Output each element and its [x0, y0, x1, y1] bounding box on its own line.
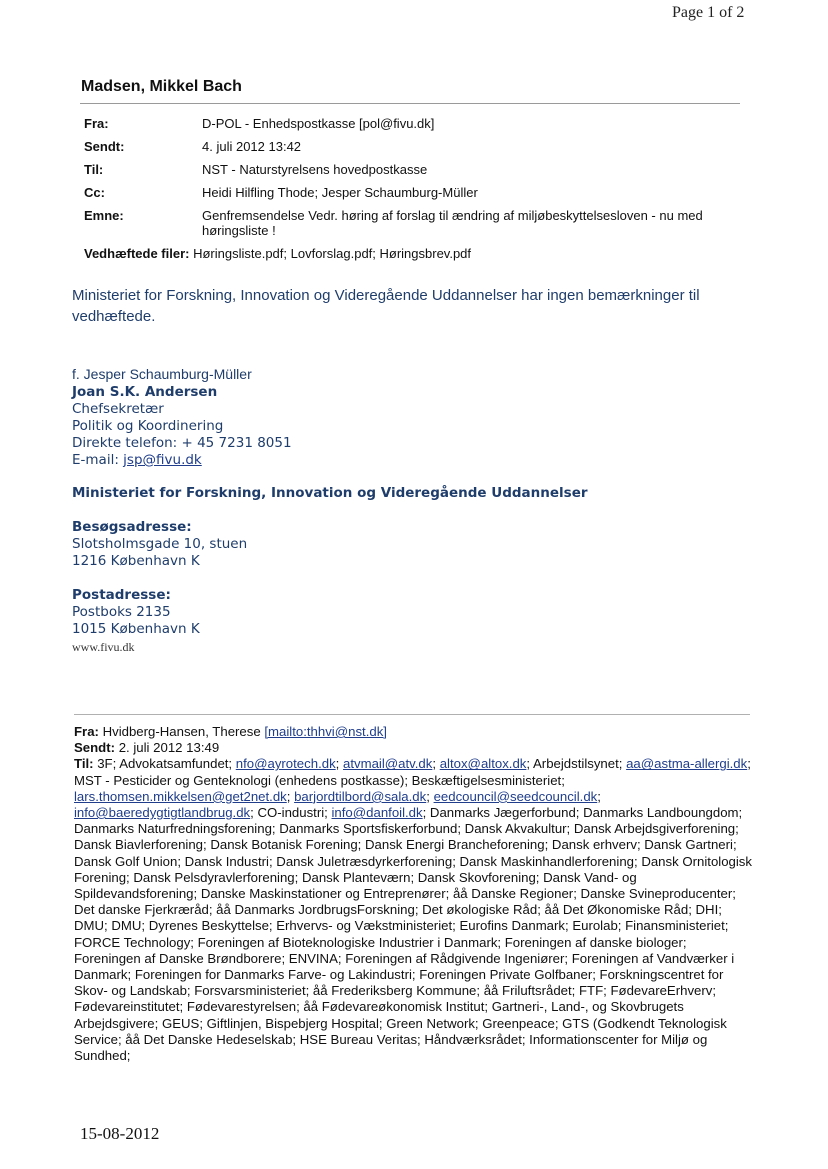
- recipient-email-link[interactable]: altox@altox.dk: [439, 756, 527, 772]
- signature-name: Joan S.K. Andersen: [72, 384, 218, 400]
- cc-label: Cc:: [84, 185, 105, 200]
- recipients-text: 3F; Advokatsamfundet;: [97, 756, 236, 772]
- footer-date: 15-08-2012: [80, 1124, 160, 1143]
- header-row-cc: [84, 185, 744, 208]
- forwarded-from-link[interactable]: [mailto:thhvi@nst.dk]: [264, 724, 387, 739]
- signature-title: Chefsekretær: [72, 401, 164, 417]
- forwarded-from-line: [74, 724, 754, 740]
- recipients-text: ; Arbejdstilsynet;: [526, 756, 627, 772]
- post-address-label: Postadresse:: [72, 587, 171, 603]
- recipient-email-link[interactable]: nfo@ayrotech.dk: [235, 756, 336, 772]
- recipients-text: ;: [597, 788, 601, 804]
- recipient-email-link[interactable]: atvmail@atv.dk: [343, 756, 433, 772]
- fra-value: D-POL - Enhedspostkasse [pol@fivu.dk]: [202, 116, 435, 131]
- recipients-text: ; Danmarks Jægerforbund; Danmarks Landboungdom; Danmarks Naturfredningsforening; Danmarks Sportsfiskerforbund; Dansk Akvakultur; Dansk Arbejdsgiverforening; Dansk Biavlerforening; Dansk Botanisk Forening; Dansk Energi Brancheforening; Dansk erhverv; Dansk Gartneri; Dansk Golf Union; Dansk Industri; Dansk Juletræsdyrkerforening; Dansk Maskinhandlerforening; Dansk Ornitologisk Forening; Dansk Pelsdyravlerforening; Dansk Planteværn; Dansk Skovforening; Dansk Vand- og Spildevandsforening; Danske Maskinstationer og Entreprenører; åå Danske Regioner; Danske Svineproducenter; Det danske Fjerkræråd; åå Danmarks JordbrugsForskning; Det økologiske Råd; åå Det Økonomiske Råd; DHI; DMU; DMU; Dyrenes Beskyttelse; Erhvervs- og Vækstministeriet; Eurofins Danmark; Eurolab; Finansministeriet; FORCE Technology; Foreningen af Bioteknologiske Industrier i Danmark; Foreningen af danske biologer; Foreningen af Danske Brøndborere; ENVINA; Foreningen af Rådgivende Ingeniører; Foreningen af Vandværker i Danmark; Foreningen for Danmarks Farve- og Lakindustri; Foreningen Private Golfbaner; Forskningscentret for Skov- og Landskab; Forsvarsministeriet; åå Frederiksberg Kommune; åå Friluftsrådet; FTF; FødevareErhverv; Fødevareinstitutet; Fødevarestyrelsen; åå Fødevareøkonomisk Institut; Gartneri-, Land-, og Skovbrugets Arbejdsgivere; GEUS; Giftlinjen, Bispebjerg Hospital; Green Network; Greenpeace; GTS (Godkendt Teknologisk Service; åå Det Danske Hedeselskab; HSE Bureau Veritas; Håndværksrådet; Informationscenter for Miljø og Sundhed;: [74, 805, 752, 1064]
- emne-value: Genfremsendelse Vedr. høring af forslag til ændring af miljøbeskyttelsesloven - nu med høringsliste !: [202, 208, 703, 238]
- recipients-text: ;: [432, 756, 440, 772]
- signature-phone: Direkte telefon: + 45 7231 8051: [72, 435, 292, 451]
- recipient-email-link[interactable]: lars.thomsen.mikkelsen@get2net.dk: [74, 788, 287, 804]
- signature-department: Politik og Koordinering: [72, 418, 224, 434]
- recipient-email-link[interactable]: eedcouncil@seedcouncil.dk: [433, 788, 598, 804]
- header-row-emne: [84, 208, 744, 246]
- emne-label: Emne:: [84, 208, 124, 223]
- attachments-row: [84, 246, 471, 261]
- header-row-til: [84, 162, 744, 185]
- forwarded-sent-line: [74, 740, 754, 756]
- header-row-sendt: [84, 139, 744, 162]
- forwarded-to-line: [74, 756, 754, 1064]
- forwarded-from-value: Hvidberg-Hansen, Therese: [102, 724, 265, 739]
- forwarded-to-label: Til:: [74, 756, 94, 772]
- signature-on-behalf: f. Jesper Schaumburg-Müller: [72, 366, 252, 382]
- recipients-text: ;: [286, 788, 295, 804]
- recipient-email-link[interactable]: aa@astma-allergi.dk: [626, 756, 748, 772]
- visit-address-line1: Slotsholmsgade 10, stuen: [72, 536, 248, 552]
- header-divider: [80, 103, 740, 104]
- til-label: Til:: [84, 162, 104, 177]
- message-body: Ministeriet for Forskning, Innovation og Videregående Uddannelser har ingen bemærkninger til vedhæftede.: [72, 287, 700, 325]
- header-row-fra: [84, 116, 744, 139]
- sender-name: Madsen, Mikkel Bach: [81, 78, 242, 95]
- recipient-email-link[interactable]: barjordtilbord@sala.dk: [294, 788, 427, 804]
- signature-ministry: Ministeriet for Forskning, Innovation og Videregående Uddannelser: [72, 485, 588, 501]
- page-number: Page 1 of 2: [672, 4, 745, 21]
- recipients-text: ; MST - Pesticider og Genteknologi (enhedens postkasse); Beskæftigelsesministeriet;: [74, 756, 751, 788]
- attachments-value[interactable]: Høringsliste.pdf; Lovforslag.pdf; Høringsbrev.pdf: [193, 246, 472, 261]
- fra-label: Fra:: [84, 116, 109, 131]
- forwarded-sent-label: Sendt:: [74, 740, 116, 756]
- recipient-email-link[interactable]: info@danfoil.dk: [331, 805, 423, 821]
- post-address-line2: 1015 København K: [72, 621, 200, 637]
- signature-email-link[interactable]: jsp@fivu.dk: [123, 452, 202, 468]
- post-address-line1: Postboks 2135: [72, 604, 171, 620]
- forwarded-from-label: Fra:: [74, 724, 99, 739]
- recipients-text: ; CO-industri;: [250, 805, 332, 821]
- email-header: [84, 116, 744, 246]
- sendt-label: Sendt:: [84, 139, 125, 154]
- forward-divider: [74, 714, 750, 715]
- signature-email-line: [72, 452, 202, 469]
- website-link[interactable]: www.fivu.dk: [72, 640, 135, 654]
- forwarded-message: [74, 724, 754, 1064]
- recipients-text: ;: [335, 756, 343, 772]
- cc-value: Heidi Hilfling Thode; Jesper Schaumburg-Müller: [202, 185, 478, 200]
- visit-address-line2: 1216 København K: [72, 553, 200, 569]
- attachments-label: Vedhæftede filer:: [84, 246, 190, 261]
- signature-email-label: E-mail:: [72, 452, 124, 468]
- recipients-text: ;: [426, 788, 434, 804]
- til-value: NST - Naturstyrelsens hovedpostkasse: [202, 162, 428, 177]
- recipient-email-link[interactable]: info@baeredygtigtlandbrug.dk: [74, 805, 251, 821]
- visit-address-label: Besøgsadresse:: [72, 519, 192, 535]
- sendt-value: 4. juli 2012 13:42: [202, 139, 302, 154]
- forwarded-sent-value: 2. juli 2012 13:49: [118, 740, 220, 756]
